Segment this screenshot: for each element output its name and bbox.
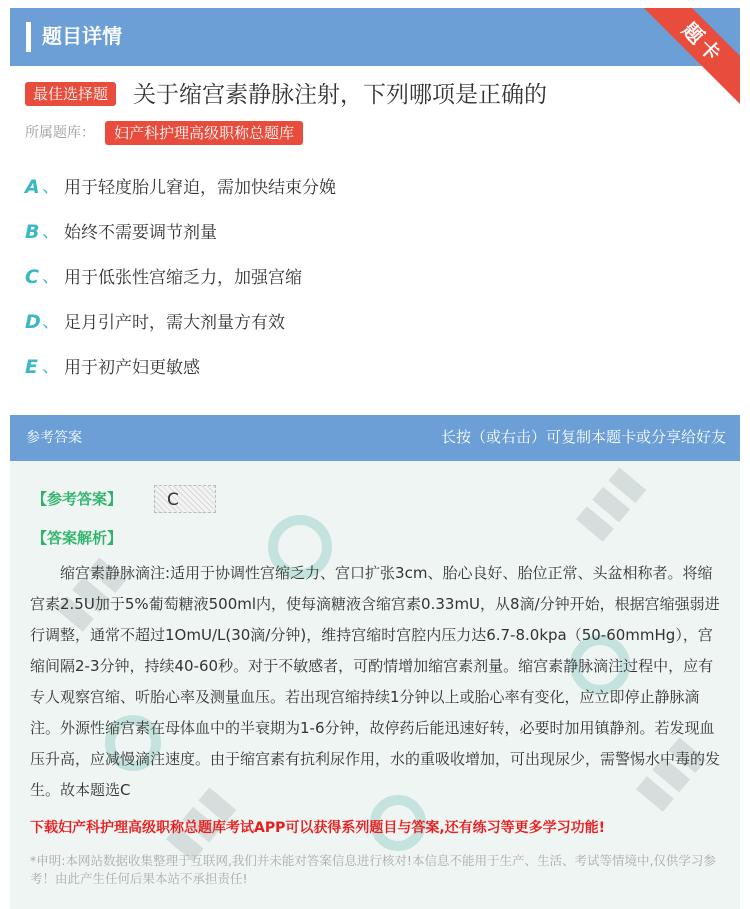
download-promo-link[interactable]: 下载妇产科护理高级职称总题库考试APP可以获得系列题目与答案,还有练习等更多学习功能! (30, 820, 606, 836)
option-separator: 、 (42, 176, 60, 197)
bank-label: 所属题库： (25, 125, 95, 141)
bank-link[interactable]: 妇产科护理高级职称总题库 (105, 121, 303, 145)
option-letter: B (25, 221, 40, 243)
watermark-logo-icon: ▮▮▮ (562, 455, 654, 549)
option-b[interactable] (25, 217, 725, 262)
analysis-text: 缩宫素静脉滴注:适用于协调性宫缩乏力、宫口扩张3cm、胎心良好、胎位正常、头盆相称者。将缩宫素2.5U加于5%葡萄糖液500ml内，使每滴糖液含缩宫素0.33mU，从8滴/分钟开始，根据宫缩强弱进行调整，通常不超过1OmU/L(30滴/分钟)，维持宫缩时宫腔内压力达6.7-8.0kpa（50-60mmHg），宫缩间隔2-3分钟，持续40-60秒。对于不敏感者，可酌情增加缩宫素剂量。缩宫素静脉滴注过程中，应有专人观察宫缩、听胎心率及测量血压。若出现宫缩持续1分钟以上或胎心率有变化，应立即停止静脉滴注。外源性缩宫素在母体血中的半衰期为1-6分钟，故停药后能迅速好转，必要时加用镇静剂。若发现血压升高，应减慢滴注速度。由于缩宫素有抗利尿作用，水的重吸收增加，可出现尿少，需警惕水中毒的发生。故本题选C (30, 564, 721, 799)
option-d[interactable] (25, 307, 725, 352)
page-title: 题目详情 (42, 24, 122, 48)
option-text: 始终不需要调节剂量 (64, 223, 217, 243)
option-letter: C (25, 266, 39, 288)
option-c[interactable] (25, 262, 725, 307)
analysis-label: 【答案解析】 (32, 529, 123, 547)
answer-card-header (10, 415, 740, 461)
options-list (25, 172, 725, 397)
answer-card[interactable] (10, 415, 740, 909)
option-text: 足月引产时，需大剂量方有效 (64, 313, 285, 333)
watermark-logo-icon: ▮▮▮ (622, 725, 714, 819)
option-separator: 、 (42, 266, 60, 287)
option-a[interactable] (25, 172, 725, 217)
option-separator: 、 (42, 311, 60, 332)
question-line (25, 80, 725, 112)
option-letter: E (25, 356, 38, 378)
answer-label: 【参考答案】 (32, 490, 123, 508)
option-letter: A (25, 176, 40, 198)
header-accent-bar (26, 22, 31, 52)
option-text: 用于低张性宫缩乏力，加强宫缩 (64, 268, 302, 288)
option-e[interactable] (25, 352, 725, 397)
watermark-logo-icon: ▮▮▮ (152, 775, 244, 869)
watermark-logo-icon: ▮▮▮ (42, 545, 134, 639)
option-separator: 、 (42, 221, 60, 242)
ribbon-label: 题卡 (638, 8, 740, 108)
page-header (10, 8, 740, 69)
question-text: 关于缩宫素静脉注射，下列哪项是正确的 (133, 82, 547, 108)
disclaimer-text: *申明:本网站数据收集整理于互联网,我们并未能对答案信息进行核对!本信息不能用于生产、生活、考试等情境中,仅供学习参考！由此产生任何后果本站不承担责任! (30, 853, 716, 886)
share-hint: 长按（或右击）可复制本题卡或分享给好友 (440, 428, 726, 446)
option-text: 用于初产妇更敏感 (64, 358, 200, 378)
answer-value: C (154, 485, 216, 513)
answer-card-title: 参考答案 (26, 430, 82, 446)
question-type-tag: 最佳选择题 (25, 82, 116, 106)
option-letter: D (25, 311, 41, 333)
option-separator: 、 (42, 356, 60, 377)
option-text: 用于轻度胎儿窘迫，需加快结束分娩 (64, 178, 336, 198)
